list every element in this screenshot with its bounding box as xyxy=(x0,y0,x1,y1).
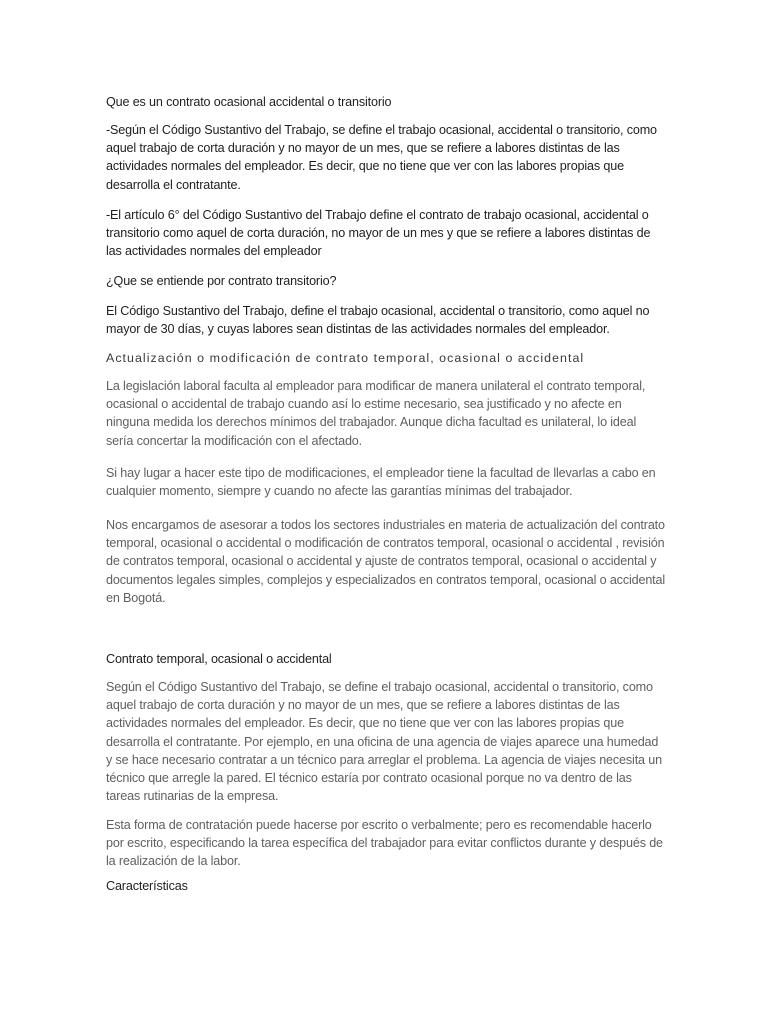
paragraph-services: Nos encargamos de asesorar a todos los sectores industriales en materia de actualización del contrato temporal, ocasional o accidental o modificación de contratos temporal, ocasional o accidental , revisión de contratos temporal, ocasional o accidental y ajuste de contratos temporal, ocasional o accidental y documentos legales simples, complejos y especializados en contratos temporal, ocasional o accidental en Bogotá. xyxy=(106,518,666,605)
section-heading-modification: Actualización o modificación de contrato temporal, ocasional o accidental xyxy=(106,351,585,365)
paragraph-example: Según el Código Sustantivo del Trabajo, se define el trabajo ocasional, accidental o transitorio, como aquel trabajo de corta duración y no mayor de un mes, que se refiere a labores distintas de las actividades normales del empleador. Es decir, que no tiene que ver con las labores propias que desarrolla el contratante. Por ejemplo, en una oficina de una agencia de viajes aparece una humedad y se hace necesario contratar a un técnico para arreglar el problema. La agencia de viajes necesita un técnico que arregle la pared. El técnico estaría por contrato ocasional porque no va dentro de las tareas rutinarias de la empresa. xyxy=(106,680,662,804)
paragraph-definition: -Según el Código Sustantivo del Trabajo, se define el trabajo ocasional, accidental o transitorio, como aquel trabajo de corta duración y no mayor de un mes, que se refiere a labores distintas de las actividades normales del empleador. Es decir, que no tiene que ver con las labores propias que desarrolla el contratante. xyxy=(106,123,657,192)
subheading-temporal-contract: Contrato temporal, ocasional o accidental xyxy=(106,652,332,666)
document-title: Que es un contrato ocasional accidental o transitorio xyxy=(106,95,392,109)
characteristics-heading: Características xyxy=(106,879,188,893)
paragraph-article-6: -El artículo 6° del Código Sustantivo del Trabajo define el contrato de trabajo ocasional, accidental o transitorio como aquel de corta duración, no mayor de un mes y que se refiere a labores distintas de las actividades normales del empleador xyxy=(106,208,651,259)
paragraph-legislation: La legislación laboral faculta al empleador para modificar de manera unilateral el contrato temporal, ocasional o accidental de trabajo cuando así lo estime necesario, sea justificado y no afecte en ninguna medida los derechos mínimos del trabajador. Aunque dicha facultad es unilateral, lo ideal sería concertar la modificación con el afectado. xyxy=(106,379,646,448)
paragraph-written-form: Esta forma de contratación puede hacerse por escrito o verbalmente; pero es recomendable hacerlo por escrito, especificando la tarea específica del trabajador para evitar conflictos durante y después de la realización de la labor. xyxy=(106,818,663,869)
question-heading: ¿Que se entiende por contrato transitorio? xyxy=(106,274,337,288)
paragraph-30-days: El Código Sustantivo del Trabajo, define el trabajo ocasional, accidental o transitorio, como aquel no mayor de 30 días, y cuyas labores sean distintas de las actividades normales del empleador. xyxy=(106,304,650,337)
paragraph-modifications: Si hay lugar a hacer este tipo de modificaciones, el empleador tiene la facultad de llevarlas a cabo en cualquier momento, siempre y cuando no afecte las garantías mínimas del trabajador. xyxy=(106,466,656,499)
